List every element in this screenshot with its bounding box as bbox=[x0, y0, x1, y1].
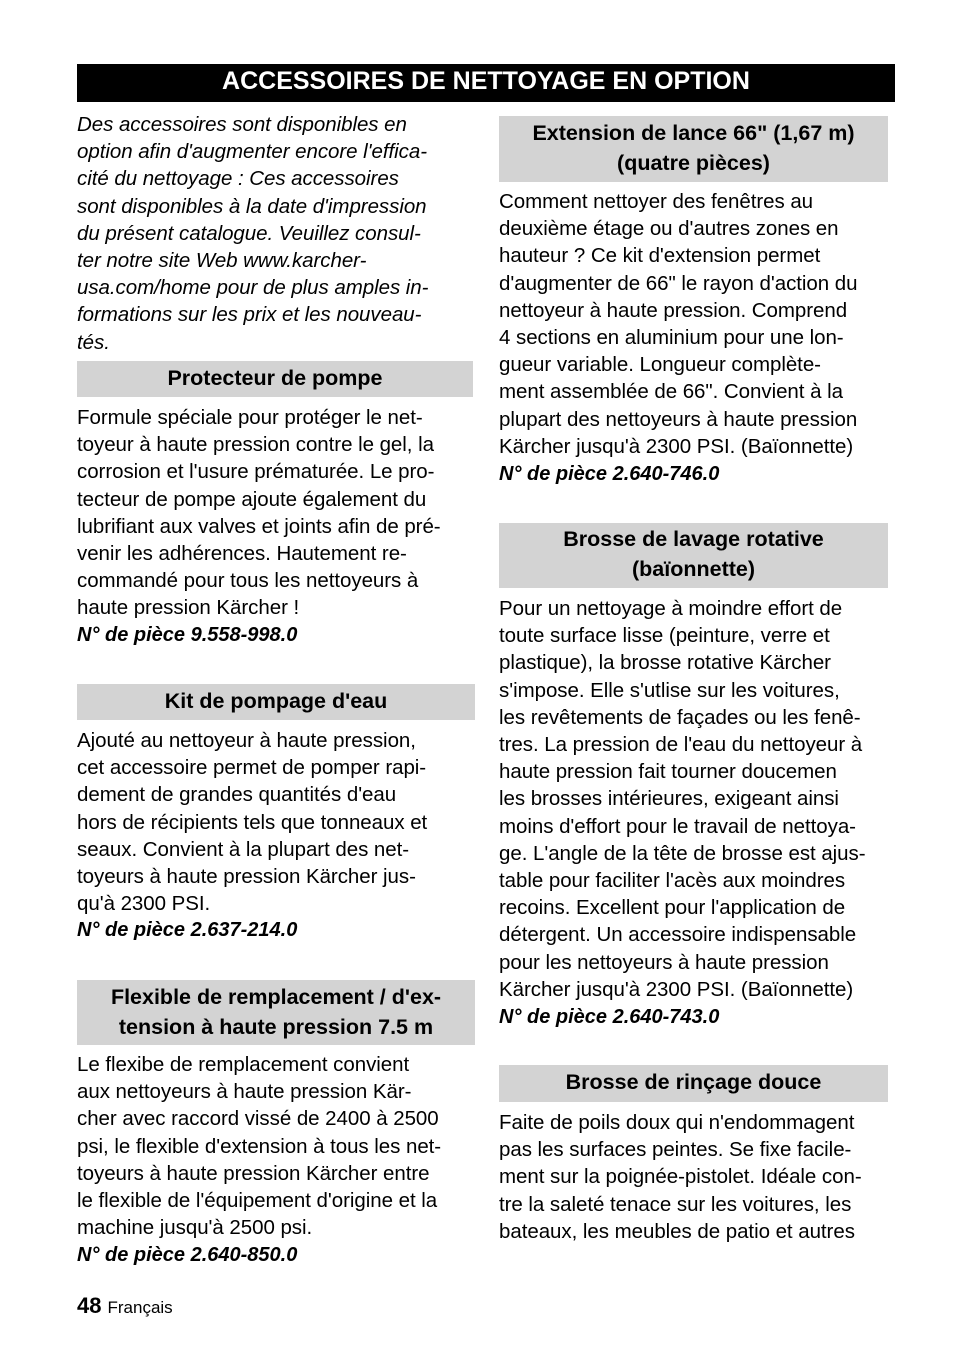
section-body: Ajouté au nettoyeur à haute pression, cet accessoire permet de pomper rapi- dement de grandes quantités d'eau hors de récipients tels que tonneaux et seaux. Convient à la plupart des net- toyeurs à haute pression Kärcher jus- qu'à 2300 PSI. bbox=[77, 729, 428, 916]
footer-language: Français bbox=[107, 1298, 173, 1317]
part-number: N° de pièce 9.558-998.0 bbox=[77, 624, 298, 646]
section-body: Formule spéciale pour protéger le net- toyeur à haute pression contre le gel, la corrosion et l'usure prématurée. Le pro- tecteur de pompe ajoute également du lubrifiant aux valves et joints afin de pré- venir les adhérences. Hautement re- commandé pour tous les nettoyeurs à haute pression Kärcher ! bbox=[77, 406, 441, 620]
page-title: ACCESSOIRES DE NETTOYAGE EN OPTION bbox=[77, 64, 895, 102]
page-footer bbox=[77, 1293, 173, 1319]
section-lance-extension bbox=[499, 116, 888, 182]
intro-text: Des accessoires sont disponibles en option afin d'augmenter encore l'effica- cité du nettoyage : Ces accessoires sont disponibles à la date d'impression du présent catalogue. Veuillez consul- ter notre site Web www.karcher- usa.com/home pour de plus amples in- formations sur les prix et les nouveau- tés. bbox=[77, 113, 429, 354]
part-number: N° de pièce 2.640-746.0 bbox=[499, 463, 720, 485]
page-number: 48 bbox=[77, 1293, 102, 1318]
section-heading: Flexible de remplacement / d'ex- tension à haute pression 7.5 m bbox=[77, 980, 475, 1045]
section-heading: Brosse de rinçage douce bbox=[499, 1065, 888, 1102]
section-heading: Protecteur de pompe bbox=[77, 361, 473, 397]
section-heading: Brosse de lavage rotative (baïonnette) bbox=[499, 523, 888, 588]
part-number: N° de pièce 2.640-850.0 bbox=[77, 1244, 298, 1266]
section-heading: Extension de lance 66" (1,67 m) (quatre pièces) bbox=[499, 116, 888, 182]
section-soft-wash-brush bbox=[499, 1065, 888, 1102]
section-body: Le flexibe de remplacement convient aux nettoyeurs à haute pression Kär- cher avec raccord vissé de 2400 à 2500 psi, le flexible d'extension à tous les net- toyeurs à haute pression Kärcher entre le flexible de l'équipement d'origine et la machine jusqu'à 2500 psi. bbox=[77, 1053, 442, 1240]
section-pump-protector bbox=[77, 361, 473, 397]
section-body: Comment nettoyer des fenêtres au deuxième étage ou d'autres zones en hauteur ? Ce kit d'extension permet d'augmenter de 66" le rayon d'action du nettoyeur à haute pression. Comprend 4 sections en aluminium pour une lon- gueur variable. Longueur complète- ment assemblée de 66". Convient à la plupart des nettoyeurs à haute pression Kärcher jusqu'à 2300 PSI. (Baïonnette) bbox=[499, 190, 858, 458]
section-rotating-brush bbox=[499, 523, 888, 588]
section-replacement-hose bbox=[77, 980, 475, 1045]
section-body: Pour un nettoyage à moindre effort de toute surface lisse (peinture, verre et plastique), la brosse rotative Kärcher s'impose. Elle s'utlise sur les voitures, les revêtements de façades ou les fenê- tres. La pression de l'eau du nettoyeur à haute pression fait tourner doucemen les brosses intérieures, exigeant ainsi moins d'effort pour le travail de nettoya- ge. L'angle de la tête de brosse est ajus- table pour faciliter l'acès aux moindres recoins. Excellent pour l'application de détergent. Un accessoire indispensable pour les nettoyeurs à haute pression Kärcher jusqu'à 2300 PSI. (Baïonnette) bbox=[499, 597, 866, 1001]
section-heading: Kit de pompage d'eau bbox=[77, 684, 475, 720]
part-number: N° de pièce 2.640-743.0 bbox=[499, 1006, 720, 1028]
part-number: N° de pièce 2.637-214.0 bbox=[77, 919, 298, 941]
section-body: Faite de poils doux qui n'endommagent pas les surfaces peintes. Se fixe facile- ment sur la poignée-pistolet. Idéale con- tre la saleté tenace sur les voitures, les bateaux, les meubles de patio et autres bbox=[499, 1111, 862, 1243]
section-water-pump-kit bbox=[77, 684, 475, 720]
